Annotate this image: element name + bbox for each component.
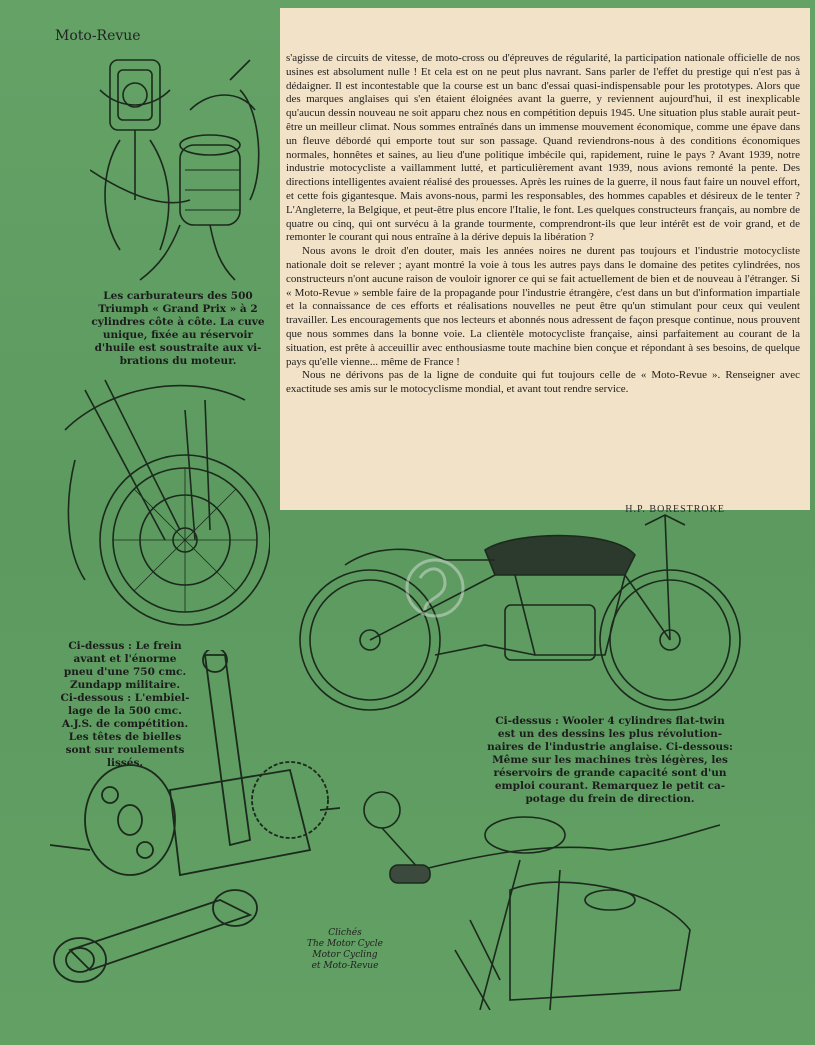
article-signature: H.P. BORESTROKE bbox=[625, 504, 725, 515]
photo-credits: Clichés The Motor Cycle Motor Cycling et Moto-Revue bbox=[306, 928, 384, 971]
caption-carburetors: Les carburateurs des 500 Triumph « Grand Prix » à 2 cylindres côte à côte. La cuve unique, fixée au réservoir d'huile est soustraite aux vi- brations du moteur. bbox=[91, 290, 265, 367]
article-paragraph: Nous avons le droit d'en douter, mais les années noires ne durent pas toujours et l'industrie motocycliste nationale doit se relever ; ayant montré la voie à tous les autres pays dans le domaine des petites cylindrées, nos constructeurs n'ont aucune raison de vouloir ignorer ce qui se fait actuellement de bien et de nouveau à l'étranger. Si « Moto-Revue » semble faire de la propagande pour l'industrie étrangère, c'est dans un but d'information impartiale et la connaissance de ces efforts et réalisations nouvelles ne peut être qu'un stimulant pour ceux qui veulent travailler. Les encouragements que nos lecteurs et abonnés nous adressent de façon presque continue, nous prouvent que nous sommes dans la bonne voie. La clientèle motocycliste française, ainsi parfaitement au courant de la situation, est prête à acceuillir avec enthousiasme toute machine bien conçue et répondant à ses besoins, de quelque pays qu'elle vienne... même de France ! bbox=[286, 245, 800, 368]
caption-wooler: Ci-dessus : Wooler 4 cylindres flat-twin est un des dessins les plus révolution- naires de l'industrie anglaise. Ci-dessous: Même sur les machines très légères, les réservoirs de grande capacité sont d'un emploi courant. Remarquez le petit ca- potage du frein de direction. bbox=[487, 715, 733, 805]
wooler-motorcycle-illustration bbox=[285, 505, 755, 715]
handlebars-illustration bbox=[360, 780, 740, 1010]
article-body bbox=[280, 8, 810, 510]
watermark-seal bbox=[400, 548, 470, 628]
front-wheel-illustration bbox=[45, 370, 270, 635]
carburetor-illustration bbox=[90, 50, 280, 285]
caption-brake-crank: Ci-dessus : Le frein avant et l'énorme pneu d'une 750 cmc. Zundapp militaire. Ci-dessous : L'embiel- lage de la 500 cmc. A.J.S. de compétition. Les têtes de bielles sont sur roulements lissés. bbox=[60, 640, 190, 769]
article-paragraph: s'agisse de circuits de vitesse, de moto-cross ou d'épreuves de régularité, la participation nationale officielle de nos usines est absolument nulle ! Et cela est on ne peut plus navrant. Sans parler de l'effet du prestige qui n'est pas à dédaigner. Il est incontestable que la course est un banc d'essai quasi-indispensable pour les prototypes. Alors que des marques anglaises qui s'en étaient éloignées avant la guerre, y reviennent aujourd'hui, il est inexplicable qu'aucun dessin nouveau ne soit apparu chez nous en compétition depuis 1945. Une situation plus stable aurait peut-être un meilleur climat. Nous sommes entraînés dans un immense mouvement économique, comme une épave dans un fleuve débordé qui emporte tout sur son passage. Quand reviendrons-nous à des conditions économiques normales, honnêtes et saines, au lieu d'une politique imbécile qui, rapidement, ruine le pays ? Avant 1939, notre industrie motocycliste a vaillamment lutté, et particulièrement avant 1939, nous avions remonté la pente. Des directions intelligentes avaient réalisé des prouesses. Après les ruines de la guerre, il nous faut faire un nouvel effort, et cette fois gigantesque. Mais avons-nous, parmi les responsables, des hommes capables et désireux de le tenter ? L'Angleterre, la Belgique, et peut-être plus encore l'Italie, le font. Les quelques constructeurs français, au nombre de quatre ou cinq, qui ont survécu à la grande tourmente, comprendront-ils que leur intérêt est de voir grand, et de remonter le courant qui nous entraîne à la dérive depuis la libération ? bbox=[286, 52, 800, 244]
article-paragraph: Nous ne dérivons pas de la ligne de conduite qui fut toujours celle de « Moto-Revue ». Renseigner avec exactitude ses amis sur le motocyclisme mondial, et avant tout rendre service. bbox=[286, 369, 800, 396]
magazine-title: Moto-Revue bbox=[55, 28, 141, 44]
